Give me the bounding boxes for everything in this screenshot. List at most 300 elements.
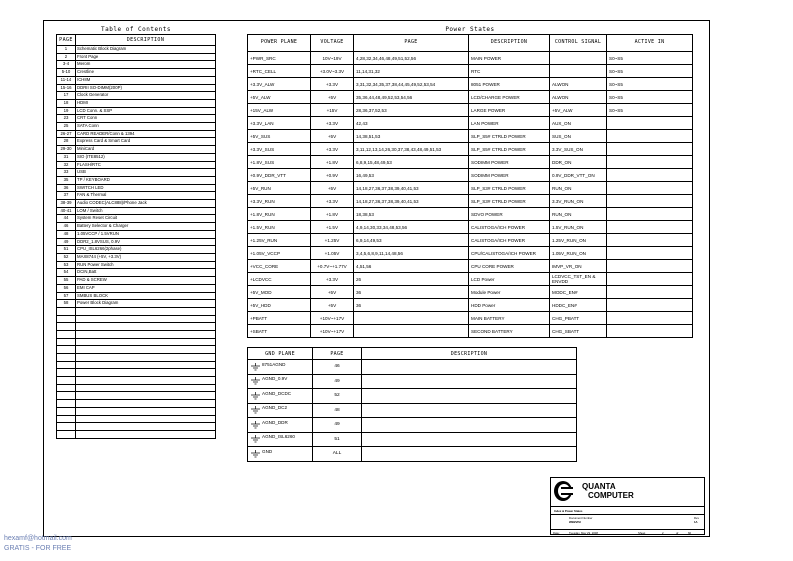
toc-page-cell: 48 (57, 230, 76, 238)
control-signal-cell: AUX_ON (550, 117, 607, 130)
toc-page-cell (57, 407, 76, 415)
toc-row (57, 53, 216, 61)
toc-description-cell (76, 400, 216, 408)
control-signal-cell: +5V_ALW (550, 104, 607, 117)
active-in-cell: S0~S5 (607, 104, 693, 117)
power-plane-cell: +3.3V_ALW (248, 78, 311, 91)
ground-symbol-icon (250, 363, 261, 371)
toc-description-cell: MAX8744 (+5V, +3.3V) (76, 253, 216, 261)
toc-page-cell (57, 384, 76, 392)
toc-row (57, 369, 216, 377)
toc-description-cell: SIO (ITE8512) (76, 153, 216, 161)
title-block-divider (551, 506, 704, 507)
power-plane-cell: +0.9V_DDR_VTT (248, 169, 311, 182)
control-signal-cell: LCDVCC_TST_EN & ENVDD (550, 273, 607, 286)
page-cell: 14,18,27,36,37,38,39,40,41,53 (354, 195, 469, 208)
toc-row (57, 307, 216, 315)
active-in-cell (607, 312, 693, 325)
active-in-cell (607, 130, 693, 143)
page-cell: 6,8,9,15,48,49,53 (354, 156, 469, 169)
page-cell (354, 325, 469, 338)
toc-page-cell: 5-10 (57, 69, 76, 77)
description-cell: 8051 POWER (469, 78, 550, 91)
toc-table (56, 34, 216, 439)
gnd-plane-name: AGND_DDR (262, 419, 288, 425)
power-plane-cell: +PBATT (248, 312, 311, 325)
toc-description-cell: Express Card & Smart Card (76, 138, 216, 146)
power-plane-cell: +1.05V_VCCP (248, 247, 311, 260)
control-signal-cell: HDDC_EN# (550, 299, 607, 312)
page-cell: 6,9,14,49,53 (354, 234, 469, 247)
gnd-plane-cell (248, 447, 313, 462)
toc-page-cell: 28 (57, 138, 76, 146)
toc-description-cell (76, 415, 216, 423)
page-cell: 28,36,37,52,53 (354, 104, 469, 117)
gnd-page-cell: 49 (313, 374, 362, 389)
control-signal-cell: ALWON (550, 78, 607, 91)
control-signal-cell: 1.05V_RUN_ON (550, 247, 607, 260)
gnd-page-cell: 48 (313, 403, 362, 418)
power-col-control: CONTROL SIGNAL (550, 35, 607, 52)
ground-symbol-icon (250, 377, 261, 385)
toc-page-cell: 37 (57, 192, 76, 200)
toc-page-cell: 46 (57, 223, 76, 231)
gnd-plane-cell (248, 374, 313, 389)
active-in-cell (607, 195, 693, 208)
power-plane-cell: +3.3V_SUS (248, 143, 311, 156)
active-in-cell (607, 182, 693, 195)
control-signal-cell (550, 65, 607, 78)
toc-row (57, 292, 216, 300)
power-plane-cell: +15V_ALW (248, 104, 311, 117)
toc-page-cell: 35 (57, 176, 76, 184)
active-in-cell (607, 325, 693, 338)
page-cell: 26 (354, 273, 469, 286)
control-signal-cell: 3.3V_SUS_ON (550, 143, 607, 156)
toc-description-cell: SWITCH LED (76, 184, 216, 192)
toc-row (57, 146, 216, 154)
gnd-description-cell (362, 447, 577, 462)
toc-row (57, 107, 216, 115)
toc-row (57, 76, 216, 84)
active-in-cell (607, 247, 693, 260)
voltage-cell: +0.7V~+1.77V (311, 260, 354, 273)
active-in-cell: S0~S5 (607, 91, 693, 104)
gnd-description-cell (362, 374, 577, 389)
description-cell: HDD Power (469, 299, 550, 312)
toc-description-cell (76, 354, 216, 362)
gnd-plane-cell (248, 418, 313, 433)
voltage-cell: +3.3V (311, 78, 354, 91)
power-plane-cell: +3.3V_LAN (248, 117, 311, 130)
toc-page-cell: 52 (57, 253, 76, 261)
toc-row (57, 430, 216, 438)
gnd-page-cell: 51 (313, 432, 362, 447)
page-cell: 3,31,32,34,35,37,38,44,45,49,52,53,54 (354, 78, 469, 91)
power-row (248, 169, 693, 182)
description-cell: SDVO POWER (469, 208, 550, 221)
voltage-cell: +5V (311, 299, 354, 312)
toc-description-cell: SMBUS BLOCK (76, 292, 216, 300)
toc-page-cell: 3-4 (57, 61, 76, 69)
toc-row (57, 115, 216, 123)
toc-page-cell: 26-27 (57, 130, 76, 138)
gnd-plane-cell (248, 389, 313, 404)
description-cell: SLP_S3# CTRLD POWER (469, 195, 550, 208)
control-signal-cell: SUS_ON (550, 130, 607, 143)
toc-page-cell: 2 (57, 53, 76, 61)
of-label: of (676, 530, 679, 535)
toc-page-cell: 57 (57, 292, 76, 300)
toc-row (57, 138, 216, 146)
page-cell: 42,43 (354, 117, 469, 130)
toc-row (57, 215, 216, 223)
toc-row (57, 338, 216, 346)
toc-page-cell: 38-39 (57, 200, 76, 208)
power-row (248, 65, 693, 78)
page-cell: 36 (354, 286, 469, 299)
toc-page-cell: 58 (57, 300, 76, 308)
page-cell: 18,38,53 (354, 208, 469, 221)
toc-page-cell: 40-41 (57, 207, 76, 215)
voltage-cell: +3.3V (311, 117, 354, 130)
power-plane-cell: +1.8V_RUN (248, 208, 311, 221)
voltage-cell: +1.25V (311, 234, 354, 247)
toc-col-description: DESCRIPTION (76, 35, 216, 46)
gnd-row (248, 403, 577, 418)
page-cell: 4,28,32,34,46,48,49,51,52,56 (354, 52, 469, 65)
power-plane-cell: +5V_RUN (248, 182, 311, 195)
toc-page-cell: 36 (57, 184, 76, 192)
gnd-description-cell (362, 389, 577, 404)
description-cell: SLP_S3# CTRLD POWER (469, 182, 550, 195)
page-cell: 14,18,27,36,37,38,39,40,41,53 (354, 182, 469, 195)
toc-page-cell (57, 415, 76, 423)
toc-page-cell: 55 (57, 277, 76, 285)
toc-description-cell: EMI CAP (76, 284, 216, 292)
toc-row (57, 400, 216, 408)
description-cell: CPU/CALISTOGA/ICH POWER (469, 247, 550, 260)
sheet-value: 2 (662, 530, 664, 535)
toc-description-cell (76, 369, 216, 377)
gnd-plane-name: AGND_DCDC (262, 390, 292, 396)
power-row (248, 260, 693, 273)
toc-page-cell (57, 330, 76, 338)
toc-description-cell: MiniCard (76, 146, 216, 154)
page-cell: 11,14,31,32 (354, 65, 469, 78)
toc-description-cell: DDRII SO-DIMM(200P) (76, 84, 216, 92)
description-cell: CPU CORE POWER (469, 260, 550, 273)
voltage-cell: +3.3V (311, 273, 354, 286)
toc-description-cell (76, 377, 216, 385)
control-signal-cell: MODC_EN# (550, 286, 607, 299)
voltage-cell: 10V~19V (311, 52, 354, 65)
title-block-divider (551, 514, 704, 515)
toc-row (57, 384, 216, 392)
voltage-cell: +1.5V (311, 221, 354, 234)
toc-page-cell (57, 361, 76, 369)
toc-description-cell: DCIN,Batt (76, 269, 216, 277)
toc-row (57, 261, 216, 269)
gnd-description-cell (362, 432, 577, 447)
control-signal-cell: 0.9V_DDR_VTT_ON (550, 169, 607, 182)
power-row (248, 221, 693, 234)
active-in-cell: S0~S5 (607, 65, 693, 78)
toc-row (57, 130, 216, 138)
toc-row (57, 184, 216, 192)
gnd-page-cell: 52 (313, 389, 362, 404)
gnd-col-plane: GND PLANE (248, 348, 313, 360)
control-signal-cell: RUN_ON (550, 182, 607, 195)
description-cell: CALISTOGA/ICH POWER (469, 221, 550, 234)
power-row (248, 182, 693, 195)
gnd-col-page: PAGE (313, 348, 362, 360)
gnd-row (248, 432, 577, 447)
of-value: 60 (688, 530, 692, 535)
power-row (248, 117, 693, 130)
control-signal-cell: CHG_PBATT (550, 312, 607, 325)
toc-row (57, 223, 216, 231)
toc-description-cell (76, 423, 216, 431)
toc-page-cell: 11-14 (57, 76, 76, 84)
gnd-plane-name: GND (262, 448, 273, 454)
power-plane-cell: +SBATT (248, 325, 311, 338)
voltage-cell: +5V (311, 286, 354, 299)
toc-page-cell (57, 315, 76, 323)
toc-description-cell (76, 361, 216, 369)
toc-page-cell: 44 (57, 215, 76, 223)
power-row (248, 299, 693, 312)
description-cell: LCD/CHARGE POWER (469, 91, 550, 104)
toc-row (57, 46, 216, 54)
toc-row (57, 407, 216, 415)
page-cell: 4,9,14,30,33,34,48,53,56 (354, 221, 469, 234)
voltage-cell: +1.8V (311, 208, 354, 221)
gnd-col-description: DESCRIPTION (362, 348, 577, 360)
toc-description-cell: DDR2_1.8VSUS, 0.9V (76, 238, 216, 246)
power-states-body (248, 52, 693, 338)
rev-label: Rev (694, 516, 699, 520)
toc-row (57, 192, 216, 200)
toc-col-page: PAGE (57, 35, 76, 46)
active-in-cell (607, 208, 693, 221)
toc-page-cell: 32 (57, 161, 76, 169)
power-row (248, 234, 693, 247)
description-cell: LARGE POWER (469, 104, 550, 117)
voltage-cell: +10V~+17V (311, 312, 354, 325)
toc-row (57, 284, 216, 292)
company-line-2: COMPUTER (588, 491, 634, 500)
toc-description-cell (76, 338, 216, 346)
company-name (582, 482, 634, 500)
toc-page-cell: 33 (57, 169, 76, 177)
active-in-cell (607, 260, 693, 273)
description-cell: Module Power (469, 286, 550, 299)
description-cell: LCD Power (469, 273, 550, 286)
voltage-cell: +3.0V~3.3V (311, 65, 354, 78)
active-in-cell (607, 234, 693, 247)
toc-description-cell: USB (76, 169, 216, 177)
rev-value: 1A (694, 520, 698, 524)
toc-row (57, 330, 216, 338)
sheet-title: Index & Power States (554, 509, 583, 513)
title-block (550, 477, 705, 535)
toc-title: Table of Contents (101, 26, 171, 33)
ground-symbol-icon (250, 392, 261, 400)
watermark-email: hexamf@hotmail.com (4, 535, 72, 542)
toc-description-cell: LOM / Switch (76, 207, 216, 215)
gnd-plane-name: AGND_DC2 (262, 405, 288, 411)
toc-page-cell (57, 307, 76, 315)
page-cell (354, 312, 469, 325)
toc-page-cell: 18 (57, 99, 76, 107)
ground-symbol-icon (250, 406, 261, 414)
toc-page-cell: 54 (57, 269, 76, 277)
toc-description-cell (76, 330, 216, 338)
power-plane-cell: +3.3V_RUN (248, 195, 311, 208)
control-signal-cell (550, 52, 607, 65)
control-signal-cell: RUN_ON (550, 208, 607, 221)
power-col-active: ACTIVE IN (607, 35, 693, 52)
toc-description-cell: CRT Conn (76, 115, 216, 123)
toc-row (57, 323, 216, 331)
power-states-table (247, 34, 693, 338)
toc-row (57, 315, 216, 323)
toc-description-cell: Battery Selector & Charger (76, 223, 216, 231)
toc-description-cell (76, 315, 216, 323)
toc-row (57, 230, 216, 238)
voltage-cell: +5V (311, 182, 354, 195)
power-col-voltage: VOLTAGE (311, 35, 354, 52)
gnd-page-cell: 49 (313, 418, 362, 433)
voltage-cell: +5V (311, 130, 354, 143)
date-value: Tuesday, May 29, 2008 (569, 530, 598, 535)
power-plane-cell: +RTC_CELL (248, 65, 311, 78)
control-signal-cell: DDR_ON (550, 156, 607, 169)
power-row (248, 91, 693, 104)
power-row (248, 208, 693, 221)
toc-description-cell (76, 384, 216, 392)
gnd-description-cell (362, 418, 577, 433)
power-row (248, 143, 693, 156)
voltage-cell: +5V (311, 91, 354, 104)
ground-symbol-icon (250, 435, 261, 443)
voltage-cell: +15V (311, 104, 354, 117)
gnd-page-cell: 46 (313, 360, 362, 375)
page-cell: 16,49,53 (354, 169, 469, 182)
power-plane-cell: +5V_HDD (248, 299, 311, 312)
toc-description-cell: FAN & Thermal (76, 192, 216, 200)
toc-description-cell: Merom (76, 61, 216, 69)
voltage-cell: +1.05V (311, 247, 354, 260)
description-cell: MAIN BATTERY (469, 312, 550, 325)
description-cell: SLP_S5# CTRLD POWER (469, 130, 550, 143)
page-cell: 3,4,5,6,8,9,11,14,48,56 (354, 247, 469, 260)
gnd-description-cell (362, 360, 577, 375)
power-row (248, 156, 693, 169)
voltage-cell: +0.9V (311, 169, 354, 182)
control-signal-cell: 1.25V_RUN_ON (550, 234, 607, 247)
toc-description-cell (76, 392, 216, 400)
toc-description-cell (76, 346, 216, 354)
active-in-cell (607, 169, 693, 182)
toc-page-cell (57, 338, 76, 346)
description-cell: SECOND BATTERY (469, 325, 550, 338)
power-row (248, 325, 693, 338)
power-col-page: PAGE (354, 35, 469, 52)
toc-row (57, 246, 216, 254)
voltage-cell: +10V~+17V (311, 325, 354, 338)
power-row (248, 78, 693, 91)
toc-page-cell (57, 369, 76, 377)
toc-page-cell: 29-30 (57, 146, 76, 154)
toc-description-cell: Front Page (76, 53, 216, 61)
power-col-description: DESCRIPTION (469, 35, 550, 52)
power-plane-cell: +LCDVCC (248, 273, 311, 286)
gnd-plane-cell (248, 432, 313, 447)
toc-row (57, 277, 216, 285)
toc-row (57, 415, 216, 423)
power-plane-cell: +5V_ALW (248, 91, 311, 104)
description-cell: SODIMM POWER (469, 169, 550, 182)
toc-row (57, 200, 216, 208)
toc-description-cell: SATA Conn (76, 123, 216, 131)
voltage-cell: +3.3V (311, 195, 354, 208)
toc-page-cell: 15-16 (57, 84, 76, 92)
toc-description-cell: Power Block Diagram (76, 300, 216, 308)
toc-description-cell: TP / KEYBOARD (76, 176, 216, 184)
gnd-plane-name: 8751AGND (262, 361, 286, 367)
toc-description-cell: Crestline (76, 69, 216, 77)
toc-description-cell: 1.05VCCP / 1.5VRUN (76, 230, 216, 238)
toc-description-cell: CPU_ISL6266(2phase) (76, 246, 216, 254)
toc-page-cell: 23 (57, 115, 76, 123)
active-in-cell (607, 299, 693, 312)
power-row (248, 247, 693, 260)
sheet-label: Sheet (638, 530, 646, 535)
toc-page-cell: 1 (57, 46, 76, 54)
toc-row (57, 92, 216, 100)
toc-description-cell (76, 323, 216, 331)
toc-row (57, 169, 216, 177)
control-signal-cell: 3.3V_RUN_ON (550, 195, 607, 208)
description-cell: CALISTOGA/ICH POWER (469, 234, 550, 247)
power-row (248, 312, 693, 325)
toc-description-cell (76, 407, 216, 415)
description-cell: MAIN POWER (469, 52, 550, 65)
active-in-cell (607, 273, 693, 286)
toc-page-cell: 19 (57, 107, 76, 115)
page-cell: 14,38,51,53 (354, 130, 469, 143)
toc-description-cell (76, 430, 216, 438)
voltage-cell: +3.3V (311, 143, 354, 156)
toc-page-cell: 17 (57, 92, 76, 100)
gnd-page-cell: ALL (313, 447, 362, 462)
gnd-plane-body (248, 360, 577, 462)
toc-description-cell: Schematic Block Diagram (76, 46, 216, 54)
power-plane-cell: +5V_SUS (248, 130, 311, 143)
power-plane-cell: +1.8V_SUS (248, 156, 311, 169)
toc-row (57, 253, 216, 261)
control-signal-cell: CHG_SBATT (550, 325, 607, 338)
toc-page-cell: 49 (57, 238, 76, 246)
toc-description-cell: LCD Conn. & SSP (76, 107, 216, 115)
power-plane-cell: +VCC_CORE (248, 260, 311, 273)
gnd-plane-table (247, 347, 577, 462)
ground-symbol-icon (250, 450, 261, 458)
toc-page-cell (57, 430, 76, 438)
control-signal-cell: ALWON (550, 91, 607, 104)
